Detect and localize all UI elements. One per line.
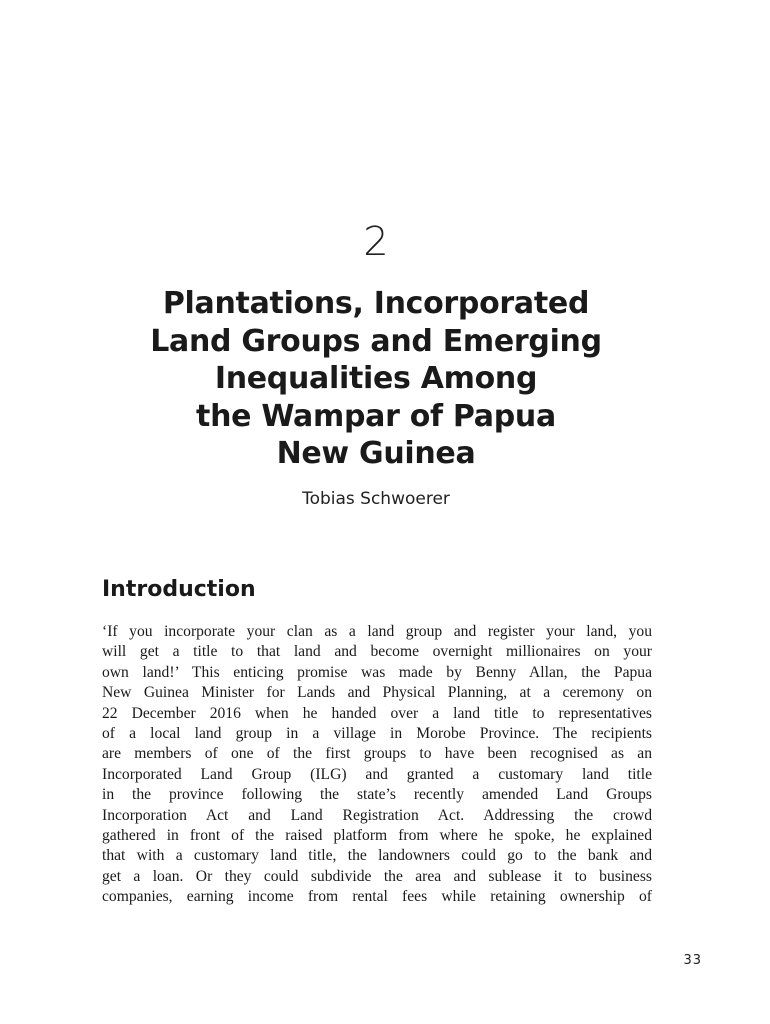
paragraph-line: New Guinea Minister for Lands and Physical Planning, at a ceremony on <box>102 684 652 702</box>
section-heading: Introduction <box>102 577 256 602</box>
paragraph-line: that with a customary land title, the landowners could go to the bank and <box>102 847 652 865</box>
paragraph-line: gathered in front of the raised platform from where he spoke, he explained <box>102 826 652 844</box>
chapter-title-line: Inequalities Among <box>214 361 538 396</box>
chapter-title-line: the Wampar of Papua <box>196 398 556 434</box>
chapter-number: 2 <box>363 219 389 265</box>
chapter-title-line: Land Groups and Emerging <box>150 323 602 359</box>
paragraph-line: Incorporated Land Group (ILG) and granted a customary land title <box>102 765 652 783</box>
author-name: Tobias Schwoerer <box>302 489 450 509</box>
body-paragraph <box>102 622 652 907</box>
paragraph-line: own land!’ This enticing promise was made by Benny Allan, the Papua <box>102 663 652 681</box>
paragraph-line: will get a title to that land and become overnight millionaires on your <box>102 643 652 661</box>
paragraph-line: Incorporation Act and Land Registration Act. Addressing the crowd <box>102 806 652 824</box>
paragraph-line: are members of one of the first groups to have been recognised as an <box>102 745 652 763</box>
chapter-title-line: New Guinea <box>276 436 476 471</box>
paragraph-line: ‘If you incorporate your clan as a land group and register your land, you <box>102 623 652 640</box>
page-number: 33 <box>683 953 702 968</box>
paragraph-line: in the province following the state’s recently amended Land Groups <box>102 786 652 804</box>
chapter-title <box>100 285 652 473</box>
paragraph-line: get a loan. Or they could subdivide the area and sublease it to business <box>102 867 652 885</box>
paragraph-line: of a local land group in a village in Morobe Province. The recipients <box>102 724 652 742</box>
paragraph-line: companies, earning income from rental fees while retaining ownership of <box>102 888 652 906</box>
paragraph-line: 22 December 2016 when he handed over a land title to representatives <box>102 704 652 722</box>
chapter-title-line: Plantations, Incorporated <box>162 286 590 321</box>
